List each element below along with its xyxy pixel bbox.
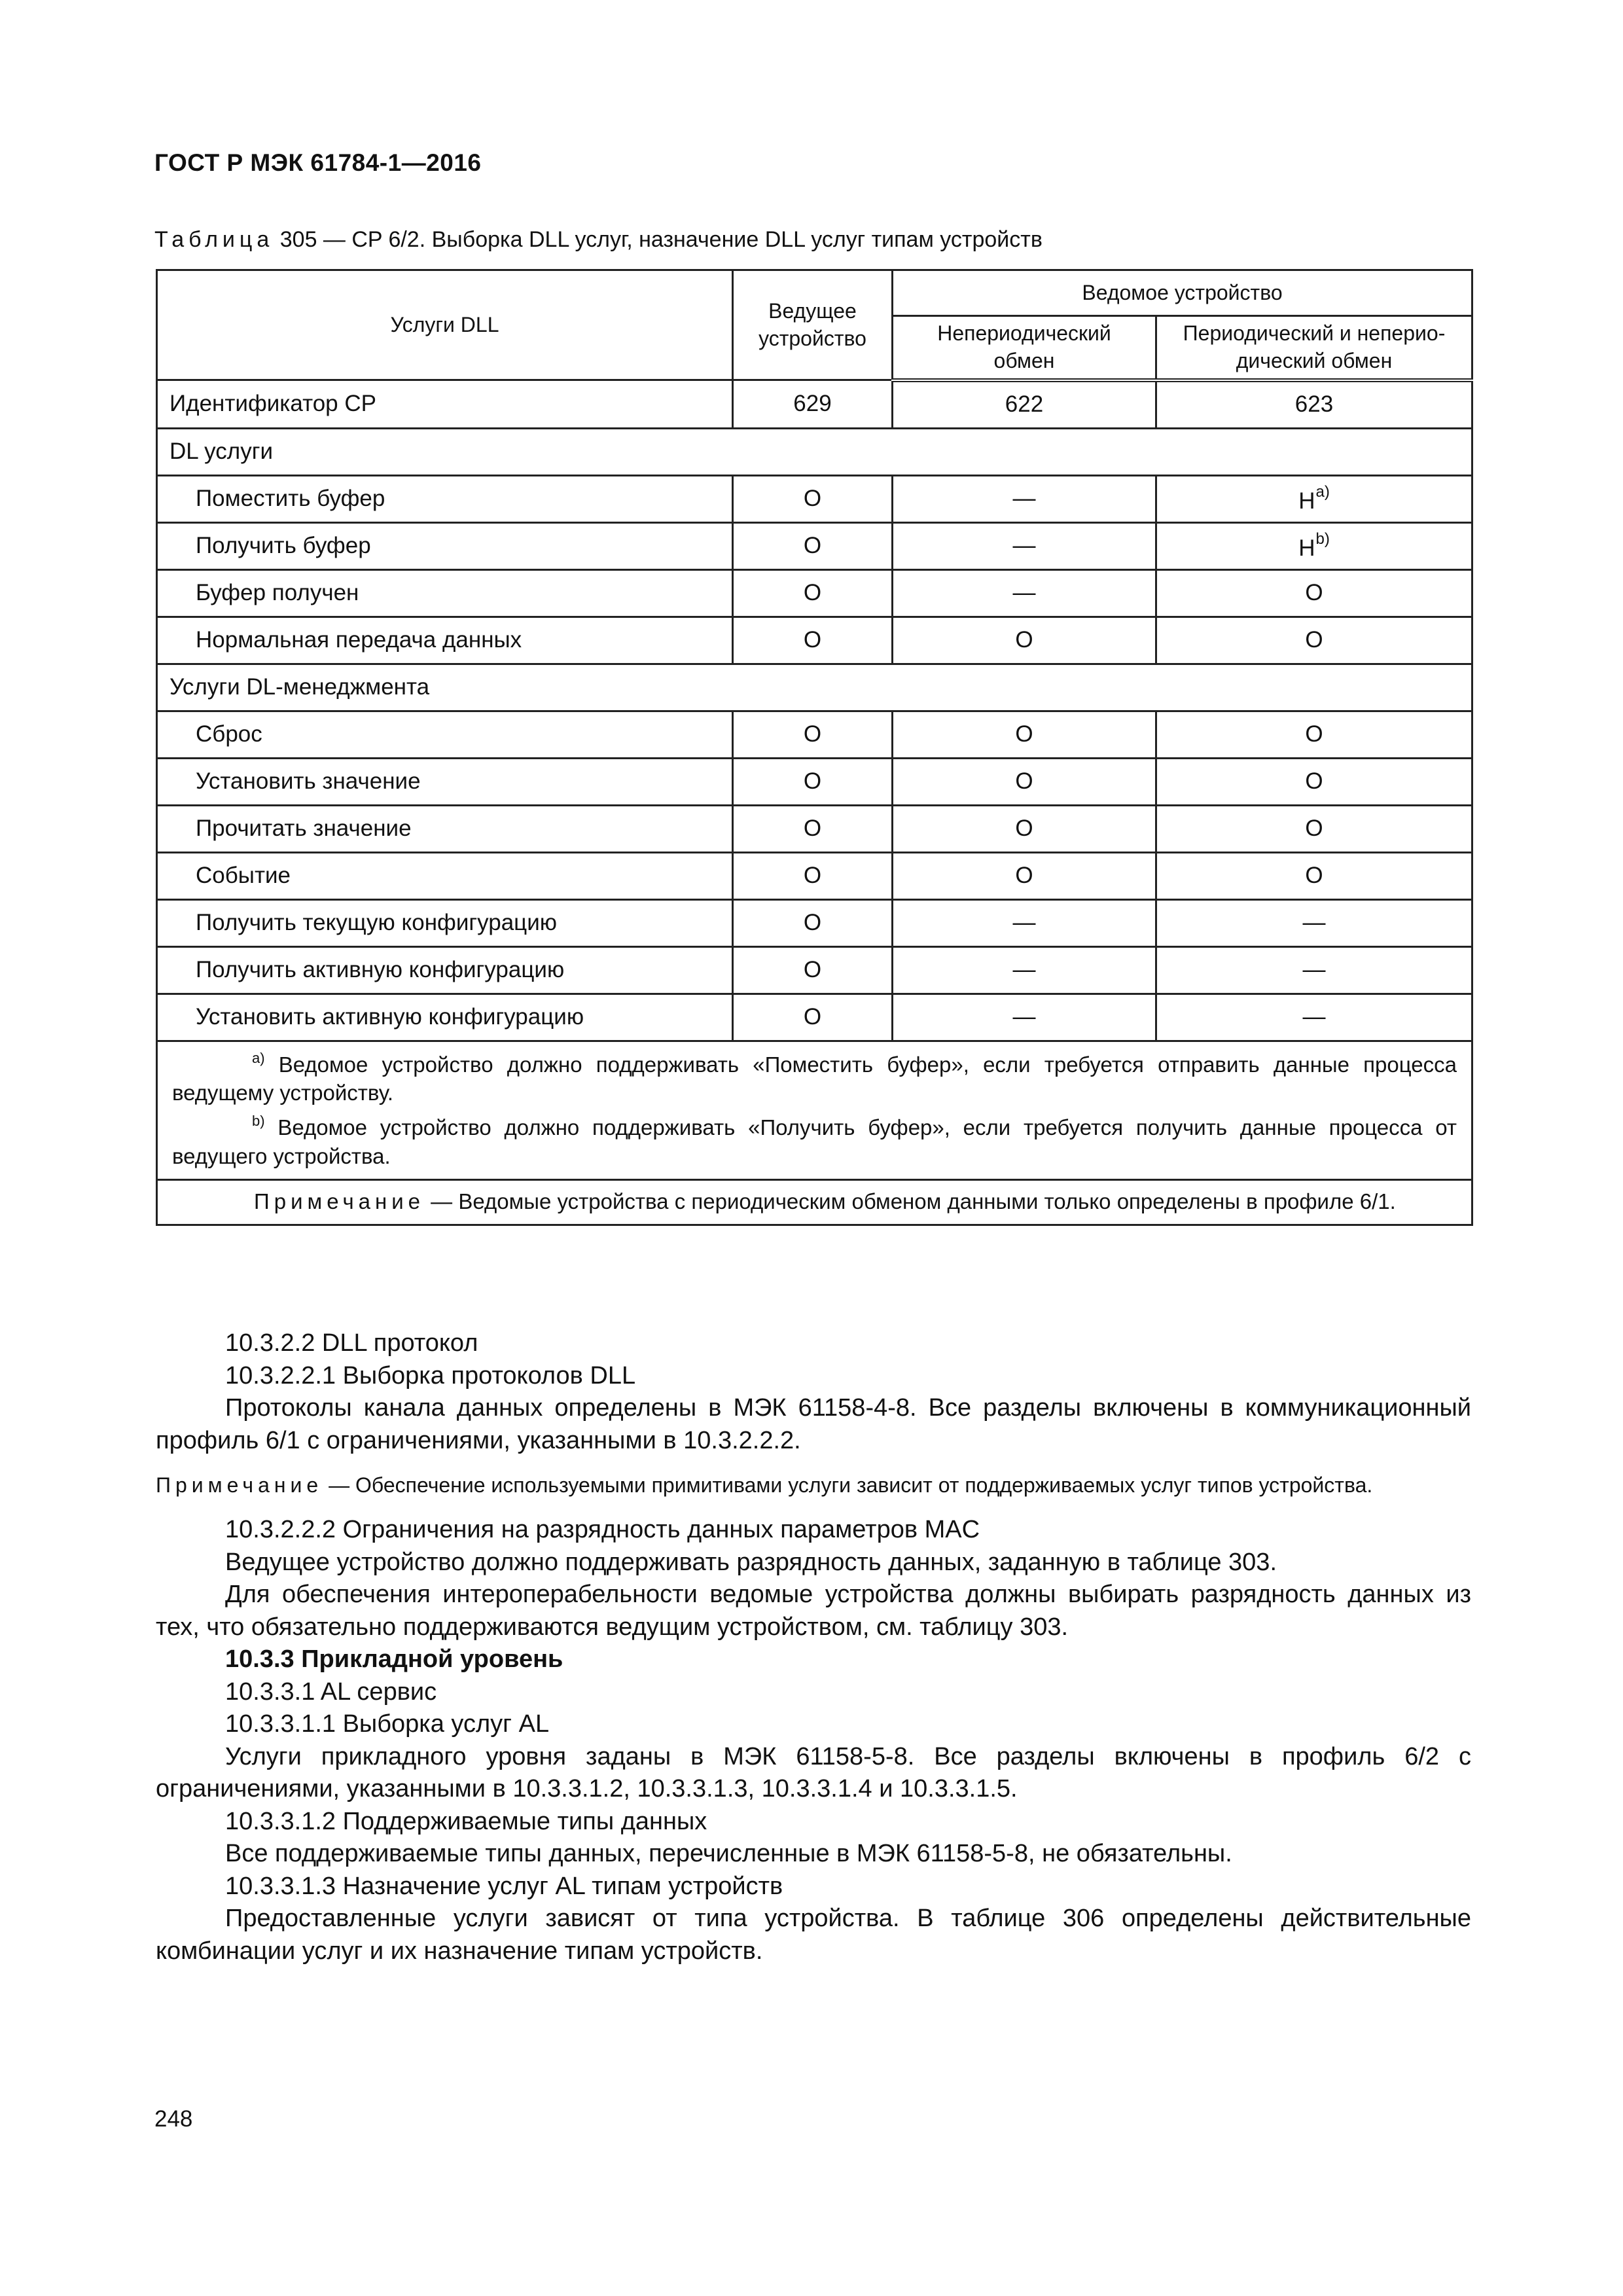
cp-label: Идентификатор CP (157, 380, 733, 429)
row-label: Событие (157, 852, 733, 899)
header-periodic: Периодический и неперио-дический обмен (1156, 316, 1472, 380)
footnote-a-mark: a) (252, 1049, 265, 1066)
dll-services-table (156, 269, 1473, 1226)
header-master: Ведущее устройство (733, 270, 893, 380)
row-label: Сброс (157, 711, 733, 758)
table-note-row (157, 1180, 1472, 1225)
row-aperiodic: — (893, 475, 1156, 522)
row-periodic: O (1156, 711, 1472, 758)
row-aperiodic: — (893, 569, 1156, 617)
paragraph: Все поддерживаемые типы данных, перечисленные в МЭК 61158-5-8, не обязательны. (225, 1840, 1232, 1867)
row-periodic: O (1156, 805, 1472, 852)
row-master: O (733, 522, 893, 569)
row-master: O (733, 475, 893, 522)
cp-periodic: 623 (1156, 380, 1472, 429)
body-text (156, 1327, 1471, 1967)
header-services: Услуги DLL (157, 270, 733, 380)
table-row-cp (157, 380, 1472, 429)
note-label: Примечание (156, 1473, 323, 1497)
row-periodic: O (1156, 569, 1472, 617)
footnote-a (172, 1049, 1457, 1108)
row-aperiodic: — (893, 946, 1156, 994)
row-master: O (733, 946, 893, 994)
footnote-b-mark: b) (252, 1113, 265, 1130)
row-label: Буфер получен (157, 569, 733, 617)
document-header: ГОСТ Р МЭК 61784-1—2016 (154, 149, 482, 176)
row-aperiodic: O (893, 852, 1156, 899)
table-row (157, 852, 1472, 899)
row-aperiodic: — (893, 899, 1156, 946)
row-master: O (733, 711, 893, 758)
footnote-a-text: Ведомое устройство должно поддерживать «Поместить буфер», если требуется отправить данные процесса ведущему устройству. (172, 1052, 1457, 1105)
table-note-text: — Ведомые устройства с периодическим обменом данными только определены в профиле 6/1. (425, 1189, 1396, 1213)
row-label: Поместить буфер (157, 475, 733, 522)
section-heading: 10.3.2.2 DLL протокол (225, 1329, 478, 1357)
table-footnotes (157, 1041, 1472, 1180)
row-master: O (733, 899, 893, 946)
section-heading-bold: 10.3.3 Прикладной уровень (225, 1645, 563, 1673)
row-periodic: — (1156, 946, 1472, 994)
header-slave: Ведомое устройство (893, 270, 1472, 316)
table-note-label: Примечание (254, 1189, 425, 1213)
section-heading: 10.3.3.1.2 Поддерживаемые типы данных (225, 1807, 707, 1835)
table-row (157, 899, 1472, 946)
table-note (157, 1180, 1472, 1225)
row-aperiodic: O (893, 711, 1156, 758)
group-dl-label: DL услуги (157, 428, 1472, 475)
table-caption-label: Таблица (154, 227, 274, 252)
row-label: Получить буфер (157, 522, 733, 569)
paragraph: Ведущее устройство должно поддерживать разрядность данных, заданную в таблице 303. (225, 1548, 1277, 1576)
page-number: 248 (154, 2106, 193, 2132)
paragraph: Услуги прикладного уровня заданы в МЭК 61158-5-8. Все разделы включены в профиль 6/2 с ограничениями, указанными в 10.3.3.1.2, 10.3.3.1.3, 10.3.3.1.4 и 10.3.3.1.5. (156, 1742, 1471, 1803)
row-periodic: — (1156, 899, 1472, 946)
row-label: Установить активную конфигурацию (157, 994, 733, 1041)
row-aperiodic: — (893, 994, 1156, 1041)
row-periodic: O (1156, 617, 1472, 664)
section-heading: 10.3.3.1 AL сервис (225, 1677, 437, 1706)
row-periodic-value: H (1298, 488, 1315, 514)
section-heading: 10.3.3.1.1 Выборка услуг AL (225, 1710, 550, 1738)
paragraph: Предоставленные услуги зависят от типа устройства. В таблице 306 определены действительные комбинации услуг и их назначение типам устройств. (156, 1905, 1471, 1965)
table-group-row (157, 428, 1472, 475)
row-aperiodic: O (893, 758, 1156, 805)
paragraph: Протоколы канала данных определены в МЭК 61158-4-8. Все разделы включены в коммуникационный профиль 6/1 с ограничениями, указанными в 10.3.2.2.2. (156, 1394, 1471, 1454)
row-aperiodic: O (893, 617, 1156, 664)
table-row (157, 711, 1472, 758)
row-aperiodic: O (893, 805, 1156, 852)
table-row (157, 994, 1472, 1041)
row-label: Прочитать значение (157, 805, 733, 852)
section-heading: 10.3.2.2.1 Выборка протоколов DLL (225, 1361, 636, 1390)
table-row (157, 946, 1472, 994)
row-master: O (733, 617, 893, 664)
section-heading: 10.3.2.2.2 Ограничения на разрядность данных параметров MAC (225, 1516, 980, 1543)
row-periodic (1156, 522, 1472, 569)
group-mgmt-label: Услуги DL-менеджмента (157, 664, 1472, 711)
note-text: — Обеспечение используемыми примитивами услуги зависит от поддерживаемых услуг типов устройства. (323, 1473, 1373, 1497)
row-label: Получить текущую конфигурацию (157, 899, 733, 946)
note (156, 1472, 1471, 1498)
row-master: O (733, 805, 893, 852)
row-master: O (733, 852, 893, 899)
table-row (157, 805, 1472, 852)
footnote-b (172, 1111, 1457, 1171)
row-periodic: O (1156, 758, 1472, 805)
row-periodic (1156, 475, 1472, 522)
row-aperiodic: — (893, 522, 1156, 569)
table-row (157, 617, 1472, 664)
section-heading: 10.3.3.1.3 Назначение услуг AL типам устройств (225, 1872, 783, 1900)
table-row (157, 569, 1472, 617)
row-master: O (733, 994, 893, 1041)
row-label: Получить активную конфигурацию (157, 946, 733, 994)
table-row (157, 475, 1472, 522)
row-master: O (733, 758, 893, 805)
paragraph: Для обеспечения интероперабельности ведомые устройства должны выбирать разрядность данных из тех, что обязательно поддерживаются ведущим устройством, см. таблицу 303. (156, 1581, 1471, 1641)
table-group-row (157, 664, 1472, 711)
row-periodic: — (1156, 994, 1472, 1041)
table-caption (154, 227, 1043, 253)
table-row (157, 758, 1472, 805)
row-periodic-value: H (1298, 535, 1315, 561)
row-periodic: O (1156, 852, 1472, 899)
table-caption-text: 305 — CP 6/2. Выборка DLL услуг, назначение DLL услуг типам устройств (274, 227, 1043, 252)
table-footnotes-row (157, 1041, 1472, 1180)
footnote-ref-a: a) (1315, 483, 1330, 501)
footnote-b-text: Ведомое устройство должно поддерживать «Получить буфер», если требуется получить данные процесса от ведущего устройства. (172, 1115, 1457, 1169)
table-row (157, 522, 1472, 569)
row-label: Нормальная передача данных (157, 617, 733, 664)
row-master: O (733, 569, 893, 617)
cp-aperiodic: 622 (893, 380, 1156, 429)
header-aperiodic: Непериодический обмен (893, 316, 1156, 380)
row-label: Установить значение (157, 758, 733, 805)
cp-master: 629 (733, 380, 893, 429)
footnote-ref-b: b) (1315, 530, 1330, 548)
